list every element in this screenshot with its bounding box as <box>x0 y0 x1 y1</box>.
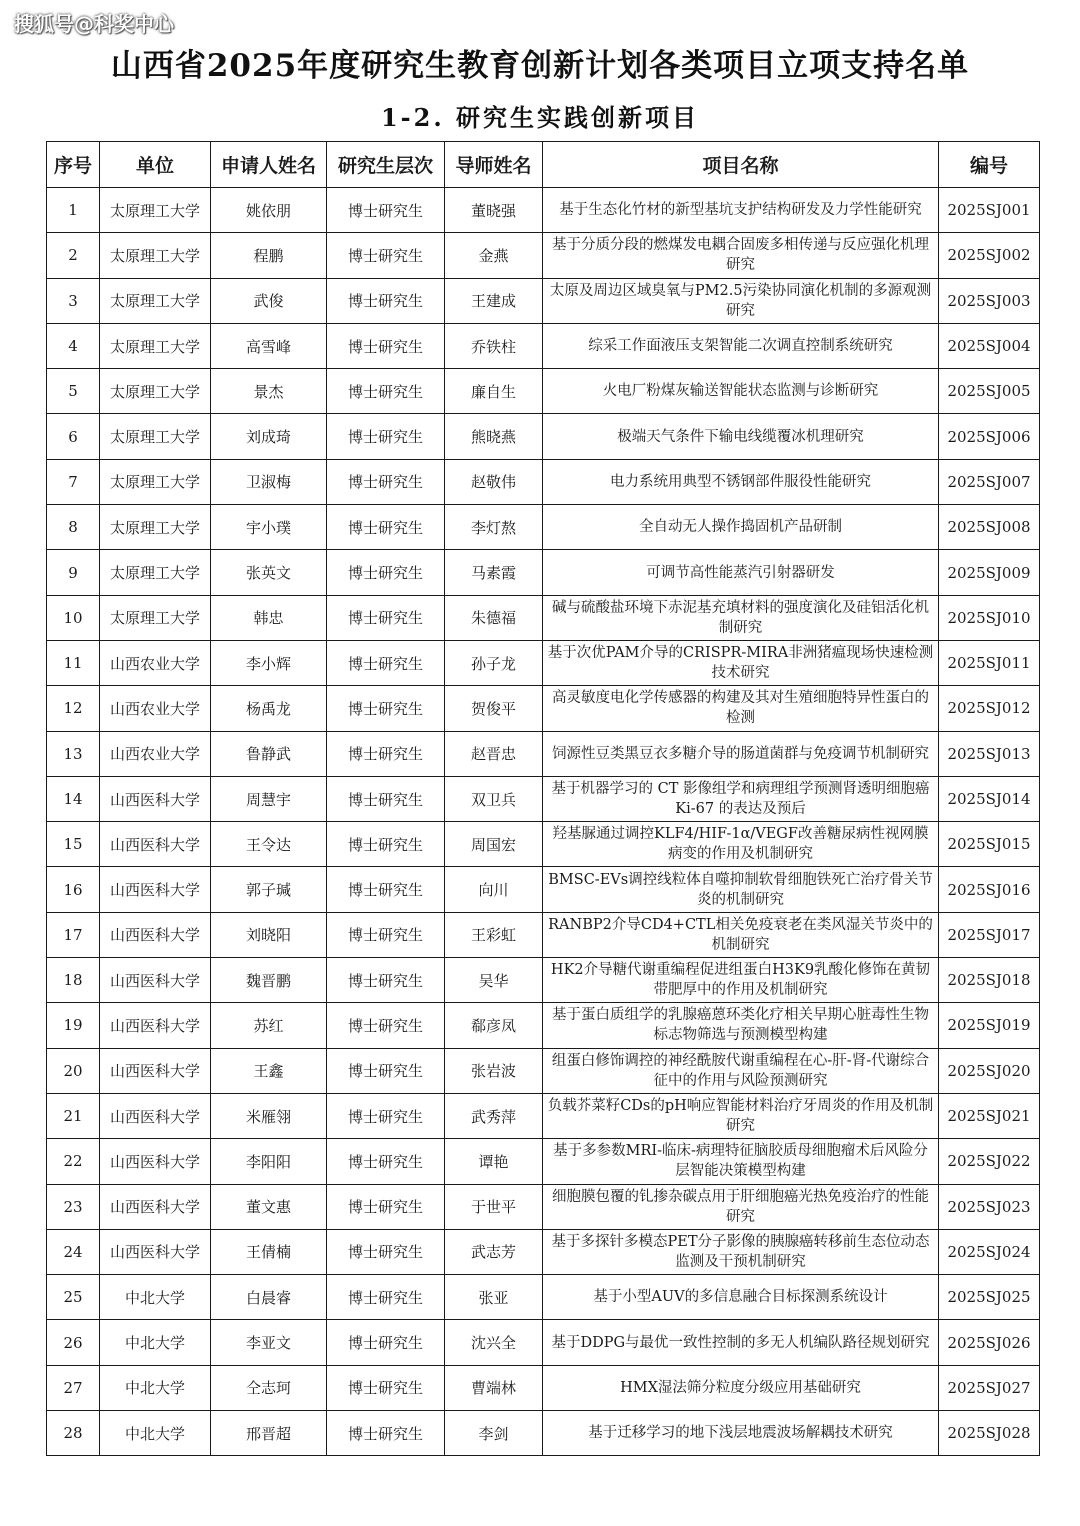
cell-index: 9 <box>47 550 100 595</box>
cell-advisor: 沈兴全 <box>445 1320 543 1365</box>
cell-advisor: 张岩波 <box>445 1048 543 1093</box>
cell-unit: 太原理工大学 <box>100 459 211 504</box>
cell-level: 博士研究生 <box>327 369 445 414</box>
cell-code: 2025SJ008 <box>939 505 1040 550</box>
cell-advisor: 马素霞 <box>445 550 543 595</box>
cell-unit: 山西医科大学 <box>100 1184 211 1229</box>
cell-level: 博士研究生 <box>327 1229 445 1274</box>
cell-project: 综采工作面液压支架智能二次调直控制系统研究 <box>543 323 939 368</box>
cell-unit: 山西医科大学 <box>100 867 211 912</box>
cell-level: 博士研究生 <box>327 505 445 550</box>
cell-code: 2025SJ023 <box>939 1184 1040 1229</box>
cell-unit: 中北大学 <box>100 1320 211 1365</box>
cell-index: 8 <box>47 505 100 550</box>
cell-project: 极端天气条件下输电线缆覆冰机理研究 <box>543 414 939 459</box>
cell-level: 博士研究生 <box>327 188 445 233</box>
cell-unit: 山西医科大学 <box>100 1093 211 1138</box>
cell-project: 细胞膜包覆的钆掺杂碳点用于肝细胞癌光热免疫治疗的性能研究 <box>543 1184 939 1229</box>
table-row <box>47 822 1040 867</box>
cell-index: 4 <box>47 323 100 368</box>
cell-project: 火电厂粉煤灰输送智能状态监测与诊断研究 <box>543 369 939 414</box>
cell-project: 基于机器学习的 CT 影像组学和病理组学预测肾透明细胞癌 Ki-67 的表达及预后 <box>543 776 939 821</box>
cell-index: 18 <box>47 958 100 1003</box>
table-row <box>47 459 1040 504</box>
cell-unit: 中北大学 <box>100 1365 211 1410</box>
cell-level: 博士研究生 <box>327 686 445 731</box>
cell-code: 2025SJ002 <box>939 233 1040 278</box>
cell-project: 基于小型AUV的多信息融合目标探测系统设计 <box>543 1275 939 1320</box>
cell-index: 10 <box>47 595 100 640</box>
cell-advisor: 李剑 <box>445 1411 543 1456</box>
cell-advisor: 朱德福 <box>445 595 543 640</box>
cell-unit: 山西医科大学 <box>100 1003 211 1048</box>
cell-code: 2025SJ013 <box>939 731 1040 776</box>
cell-advisor: 贺俊平 <box>445 686 543 731</box>
cell-unit: 山西医科大学 <box>100 1229 211 1274</box>
cell-level: 博士研究生 <box>327 1184 445 1229</box>
cell-level: 博士研究生 <box>327 1139 445 1184</box>
cell-code: 2025SJ014 <box>939 776 1040 821</box>
cell-project: 基于蛋白质组学的乳腺癌蒽环类化疗相关早期心脏毒性生物标志物筛选与预测模型构建 <box>543 1003 939 1048</box>
table-row <box>47 188 1040 233</box>
cell-code: 2025SJ017 <box>939 912 1040 957</box>
page-subtitle: 1-2. 研究生实践创新项目 <box>380 103 700 132</box>
cell-advisor: 李灯熬 <box>445 505 543 550</box>
cell-advisor: 金燕 <box>445 233 543 278</box>
table-row <box>47 867 1040 912</box>
cell-project: 组蛋白修饰调控的神经酰胺代谢重编程在心-肝-肾-代谢综合征中的作用与风险预测研究 <box>543 1048 939 1093</box>
cell-level: 博士研究生 <box>327 867 445 912</box>
table-row <box>47 278 1040 323</box>
cell-advisor: 曹端林 <box>445 1365 543 1410</box>
cell-applicant: 韩忠 <box>211 595 327 640</box>
cell-project: 电力系统用典型不锈钢部件服役性能研究 <box>543 459 939 504</box>
cell-index: 5 <box>47 369 100 414</box>
cell-project: 基于多探针多模态PET分子影像的胰腺癌转移前生态位动态监测及干预机制研究 <box>543 1229 939 1274</box>
cell-advisor: 廉自生 <box>445 369 543 414</box>
header-applicant: 申请人姓名 <box>211 142 327 188</box>
cell-project: HMX湿法筛分粒度分级应用基础研究 <box>543 1365 939 1410</box>
cell-index: 20 <box>47 1048 100 1093</box>
cell-code: 2025SJ004 <box>939 323 1040 368</box>
cell-index: 26 <box>47 1320 100 1365</box>
table-row <box>47 1093 1040 1138</box>
cell-unit: 山西农业大学 <box>100 731 211 776</box>
cell-index: 14 <box>47 776 100 821</box>
project-table <box>46 141 1040 1456</box>
cell-code: 2025SJ007 <box>939 459 1040 504</box>
cell-level: 博士研究生 <box>327 459 445 504</box>
cell-level: 博士研究生 <box>327 595 445 640</box>
cell-code: 2025SJ005 <box>939 369 1040 414</box>
cell-code: 2025SJ016 <box>939 867 1040 912</box>
cell-applicant: 王令达 <box>211 822 327 867</box>
cell-code: 2025SJ026 <box>939 1320 1040 1365</box>
table-row <box>47 1275 1040 1320</box>
cell-applicant: 卫淑梅 <box>211 459 327 504</box>
table-row <box>47 912 1040 957</box>
cell-applicant: 鲁静武 <box>211 731 327 776</box>
cell-code: 2025SJ010 <box>939 595 1040 640</box>
cell-applicant: 苏红 <box>211 1003 327 1048</box>
cell-applicant: 王鑫 <box>211 1048 327 1093</box>
cell-project: 可调节高性能蒸汽引射器研发 <box>543 550 939 595</box>
cell-project: 基于迁移学习的地下浅层地震波场解耦技术研究 <box>543 1411 939 1456</box>
cell-unit: 中北大学 <box>100 1411 211 1456</box>
cell-code: 2025SJ018 <box>939 958 1040 1003</box>
cell-applicant: 张英文 <box>211 550 327 595</box>
cell-code: 2025SJ022 <box>939 1139 1040 1184</box>
cell-level: 博士研究生 <box>327 1365 445 1410</box>
cell-advisor: 乔铁柱 <box>445 323 543 368</box>
table-row <box>47 1365 1040 1410</box>
cell-project: 负载芥菜籽CDs的pH响应智能材料治疗牙周炎的作用及机制研究 <box>543 1093 939 1138</box>
cell-index: 16 <box>47 867 100 912</box>
cell-level: 博士研究生 <box>327 550 445 595</box>
table-row <box>47 1184 1040 1229</box>
cell-advisor: 董晓强 <box>445 188 543 233</box>
table-row <box>47 1048 1040 1093</box>
cell-index: 19 <box>47 1003 100 1048</box>
cell-level: 博士研究生 <box>327 278 445 323</box>
table-row <box>47 1320 1040 1365</box>
cell-applicant: 李亚文 <box>211 1320 327 1365</box>
cell-project: 基于次优PAM介导的CRISPR-MIRA非洲猪瘟现场快速检测技术研究 <box>543 640 939 685</box>
cell-applicant: 郭子瑊 <box>211 867 327 912</box>
cell-advisor: 周国宏 <box>445 822 543 867</box>
cell-index: 27 <box>47 1365 100 1410</box>
cell-advisor: 谭艳 <box>445 1139 543 1184</box>
cell-unit: 中北大学 <box>100 1275 211 1320</box>
table-row <box>47 640 1040 685</box>
cell-index: 23 <box>47 1184 100 1229</box>
cell-applicant: 米雁翎 <box>211 1093 327 1138</box>
cell-unit: 山西农业大学 <box>100 640 211 685</box>
table-row <box>47 1229 1040 1274</box>
cell-level: 博士研究生 <box>327 958 445 1003</box>
cell-unit: 山西医科大学 <box>100 958 211 1003</box>
cell-applicant: 邢晋超 <box>211 1411 327 1456</box>
table-header-row <box>47 142 1040 188</box>
cell-advisor: 郗彦凤 <box>445 1003 543 1048</box>
cell-applicant: 宇小璞 <box>211 505 327 550</box>
table-row <box>47 776 1040 821</box>
cell-unit: 山西医科大学 <box>100 822 211 867</box>
table-row <box>47 1003 1040 1048</box>
table-row <box>47 233 1040 278</box>
cell-unit: 太原理工大学 <box>100 188 211 233</box>
cell-level: 博士研究生 <box>327 1093 445 1138</box>
table-row <box>47 323 1040 368</box>
cell-advisor: 双卫兵 <box>445 776 543 821</box>
cell-applicant: 高雪峰 <box>211 323 327 368</box>
cell-project: 高灵敏度电化学传感器的构建及其对生殖细胞特异性蛋白的检测 <box>543 686 939 731</box>
header-level: 研究生层次 <box>327 142 445 188</box>
cell-index: 25 <box>47 1275 100 1320</box>
cell-code: 2025SJ020 <box>939 1048 1040 1093</box>
cell-level: 博士研究生 <box>327 640 445 685</box>
cell-level: 博士研究生 <box>327 912 445 957</box>
cell-index: 28 <box>47 1411 100 1456</box>
cell-project: 基于多参数MRI-临床-病理特征脑胶质母细胞瘤术后风险分层智能决策模型构建 <box>543 1139 939 1184</box>
cell-code: 2025SJ021 <box>939 1093 1040 1138</box>
cell-unit: 太原理工大学 <box>100 595 211 640</box>
table-row <box>47 369 1040 414</box>
table-row <box>47 958 1040 1003</box>
cell-unit: 山西医科大学 <box>100 1048 211 1093</box>
cell-level: 博士研究生 <box>327 414 445 459</box>
cell-unit: 太原理工大学 <box>100 369 211 414</box>
cell-advisor: 孙子龙 <box>445 640 543 685</box>
table-row <box>47 1139 1040 1184</box>
cell-code: 2025SJ003 <box>939 278 1040 323</box>
cell-project: 太原及周边区域臭氧与PM2.5污染协同演化机制的多源观测研究 <box>543 278 939 323</box>
cell-unit: 山西医科大学 <box>100 1139 211 1184</box>
cell-code: 2025SJ011 <box>939 640 1040 685</box>
cell-level: 博士研究生 <box>327 323 445 368</box>
cell-applicant: 董文惠 <box>211 1184 327 1229</box>
cell-applicant: 杨禹龙 <box>211 686 327 731</box>
header-code: 编号 <box>939 142 1040 188</box>
cell-index: 7 <box>47 459 100 504</box>
cell-index: 6 <box>47 414 100 459</box>
cell-level: 博士研究生 <box>327 1003 445 1048</box>
cell-advisor: 王建成 <box>445 278 543 323</box>
cell-index: 15 <box>47 822 100 867</box>
table-body <box>47 188 1040 1456</box>
cell-advisor: 于世平 <box>445 1184 543 1229</box>
cell-applicant: 仝志珂 <box>211 1365 327 1410</box>
cell-project: 基于分质分段的燃煤发电耦合固废多相传递与反应强化机理研究 <box>543 233 939 278</box>
cell-advisor: 王彩虹 <box>445 912 543 957</box>
cell-applicant: 姚依朋 <box>211 188 327 233</box>
cell-applicant: 白晨睿 <box>211 1275 327 1320</box>
cell-index: 13 <box>47 731 100 776</box>
cell-applicant: 李小辉 <box>211 640 327 685</box>
cell-index: 1 <box>47 188 100 233</box>
cell-index: 24 <box>47 1229 100 1274</box>
cell-level: 博士研究生 <box>327 233 445 278</box>
table-row <box>47 414 1040 459</box>
cell-code: 2025SJ025 <box>939 1275 1040 1320</box>
header-index: 序号 <box>47 142 100 188</box>
cell-project: 碱与硫酸盐环境下赤泥基充填材料的强度演化及硅铝活化机制研究 <box>543 595 939 640</box>
cell-index: 22 <box>47 1139 100 1184</box>
cell-level: 博士研究生 <box>327 822 445 867</box>
cell-level: 博士研究生 <box>327 1411 445 1456</box>
cell-level: 博士研究生 <box>327 731 445 776</box>
page-title: 山西省2025年度研究生教育创新计划各类项目立项支持名单 <box>110 48 970 84</box>
cell-advisor: 赵敬伟 <box>445 459 543 504</box>
table-row <box>47 731 1040 776</box>
header-project: 项目名称 <box>543 142 939 188</box>
cell-advisor: 赵晋忠 <box>445 731 543 776</box>
cell-code: 2025SJ027 <box>939 1365 1040 1410</box>
cell-advisor: 武秀萍 <box>445 1093 543 1138</box>
cell-project: BMSC-EVs调控线粒体自噬抑制软骨细胞铁死亡治疗骨关节炎的机制研究 <box>543 867 939 912</box>
cell-index: 2 <box>47 233 100 278</box>
cell-unit: 太原理工大学 <box>100 414 211 459</box>
cell-unit: 山西医科大学 <box>100 912 211 957</box>
cell-project: 全自动无人操作捣固机产品研制 <box>543 505 939 550</box>
cell-index: 17 <box>47 912 100 957</box>
watermark: 搜狐号@科奖中心 <box>14 12 174 36</box>
cell-applicant: 刘晓阳 <box>211 912 327 957</box>
cell-applicant: 刘成琦 <box>211 414 327 459</box>
cell-applicant: 景杰 <box>211 369 327 414</box>
header-advisor: 导师姓名 <box>445 142 543 188</box>
cell-project: 基于DDPG与最优一致性控制的多无人机编队路径规划研究 <box>543 1320 939 1365</box>
table-row <box>47 550 1040 595</box>
table-row <box>47 686 1040 731</box>
table-row <box>47 595 1040 640</box>
cell-applicant: 魏晋鹏 <box>211 958 327 1003</box>
cell-project: 基于生态化竹材的新型基坑支护结构研发及力学性能研究 <box>543 188 939 233</box>
cell-code: 2025SJ012 <box>939 686 1040 731</box>
cell-advisor: 熊晓燕 <box>445 414 543 459</box>
cell-advisor: 张亚 <box>445 1275 543 1320</box>
cell-advisor: 向川 <box>445 867 543 912</box>
cell-applicant: 周慧宇 <box>211 776 327 821</box>
cell-unit: 太原理工大学 <box>100 278 211 323</box>
cell-applicant: 武俊 <box>211 278 327 323</box>
cell-unit: 太原理工大学 <box>100 505 211 550</box>
cell-applicant: 王倩楠 <box>211 1229 327 1274</box>
cell-unit: 山西农业大学 <box>100 686 211 731</box>
cell-code: 2025SJ001 <box>939 188 1040 233</box>
cell-project: HK2介导糖代谢重编程促进组蛋白H3K9乳酸化修饰在黄韧带肥厚中的作用及机制研究 <box>543 958 939 1003</box>
cell-code: 2025SJ028 <box>939 1411 1040 1456</box>
cell-index: 12 <box>47 686 100 731</box>
cell-project: 饲源性豆类黑豆衣多糖介导的肠道菌群与免疫调节机制研究 <box>543 731 939 776</box>
cell-applicant: 李阳阳 <box>211 1139 327 1184</box>
cell-advisor: 吴华 <box>445 958 543 1003</box>
table-row <box>47 505 1040 550</box>
cell-unit: 山西医科大学 <box>100 776 211 821</box>
cell-project: RANBP2介导CD4+CTL相关免疫衰老在类风湿关节炎中的机制研究 <box>543 912 939 957</box>
cell-level: 博士研究生 <box>327 1275 445 1320</box>
header-unit: 单位 <box>100 142 211 188</box>
cell-index: 21 <box>47 1093 100 1138</box>
cell-project: 羟基脲通过调控KLF4/HIF-1α/VEGF改善糖尿病性视网膜病变的作用及机制研究 <box>543 822 939 867</box>
cell-index: 3 <box>47 278 100 323</box>
cell-advisor: 武志芳 <box>445 1229 543 1274</box>
cell-level: 博士研究生 <box>327 1048 445 1093</box>
cell-code: 2025SJ006 <box>939 414 1040 459</box>
cell-unit: 太原理工大学 <box>100 550 211 595</box>
cell-unit: 太原理工大学 <box>100 233 211 278</box>
table-row <box>47 1411 1040 1456</box>
cell-code: 2025SJ019 <box>939 1003 1040 1048</box>
cell-code: 2025SJ015 <box>939 822 1040 867</box>
cell-unit: 太原理工大学 <box>100 323 211 368</box>
cell-level: 博士研究生 <box>327 1320 445 1365</box>
cell-code: 2025SJ009 <box>939 550 1040 595</box>
cell-index: 11 <box>47 640 100 685</box>
cell-applicant: 程鹏 <box>211 233 327 278</box>
cell-level: 博士研究生 <box>327 776 445 821</box>
cell-code: 2025SJ024 <box>939 1229 1040 1274</box>
